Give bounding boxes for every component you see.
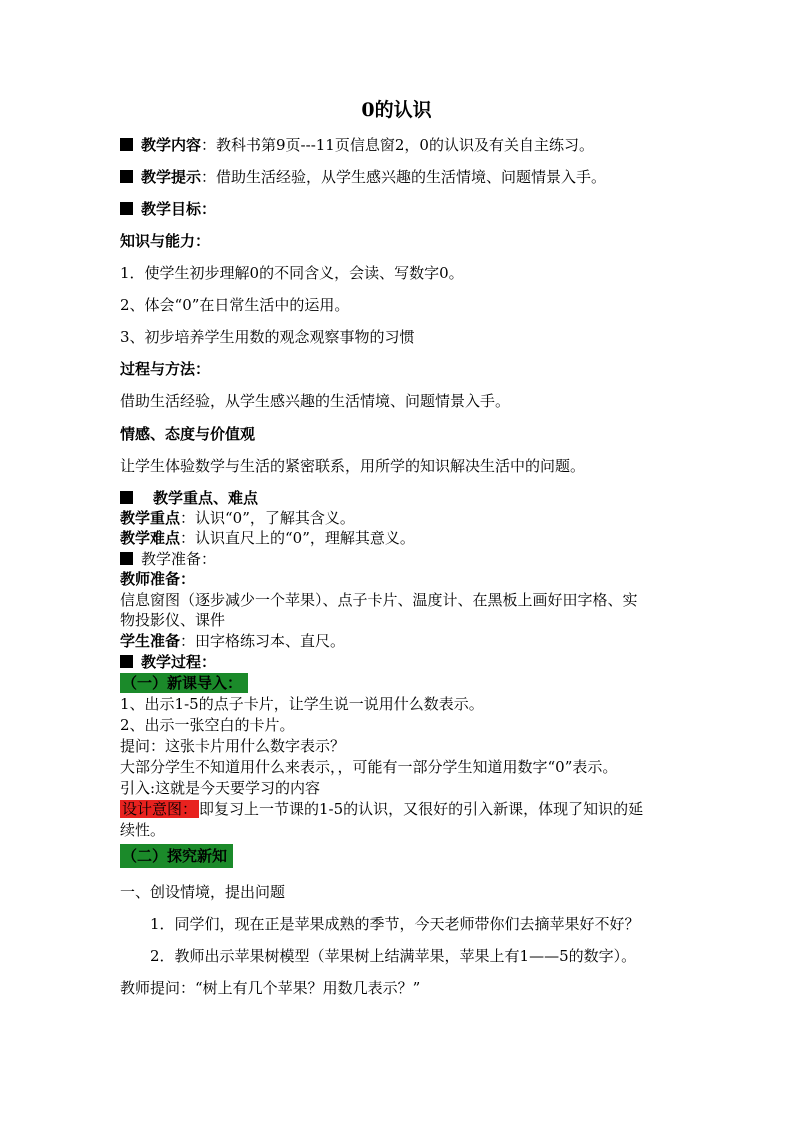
goals-row xyxy=(120,199,216,219)
process-line: 引入:这就是今天要学习的内容 xyxy=(120,779,321,797)
process-line: 2、出示一张空白的卡片。 xyxy=(120,716,295,734)
subsection-heading: 一、创设情境，提出问题 xyxy=(120,883,286,901)
section-intro-row xyxy=(120,673,248,693)
content-text: ：教科书第9页---11页信息窗2，0的认识及有关自主练习。 xyxy=(201,136,594,154)
content-label: 教学内容 xyxy=(141,136,202,154)
square-bullet-icon xyxy=(120,491,133,504)
knowledge-item: 2、体会“0”在日常生活中的运用。 xyxy=(120,296,350,314)
knowledge-item: 1．使学生初步理解0的不同含义，会读、写数字0。 xyxy=(120,264,464,282)
step-item: 2．教师出示苹果树模型（苹果树上结满苹果，苹果上有1——5的数字）。 xyxy=(150,947,637,965)
section-explore-row xyxy=(120,846,233,866)
process-method-text: 借助生活经验，从学生感兴趣的生活情境、问题情景入手。 xyxy=(120,392,511,410)
square-bullet-icon xyxy=(120,138,133,151)
square-bullet-icon xyxy=(120,202,133,215)
section-explore-highlight: （二）探究新知 xyxy=(120,844,233,868)
process-method-heading: 过程与方法： xyxy=(120,360,211,378)
square-bullet-icon xyxy=(120,170,133,183)
design-intent-text: 即复习上一节课的1-5的认识，又很好的引入新课，体现了知识的延 xyxy=(199,800,644,818)
section-intro-highlight: （一）新课导入： xyxy=(120,673,248,693)
teacher-prep-label: 教师准备： xyxy=(120,570,196,588)
hint-row xyxy=(120,167,606,187)
square-bullet-icon xyxy=(120,552,133,565)
hint-text: ：借助生活经验，从学生感兴趣的生活情境、问题情景入手。 xyxy=(201,168,607,186)
square-bullet-icon xyxy=(120,655,133,668)
key-point-row xyxy=(120,508,355,528)
step-item: 1．同学们，现在正是苹果成熟的季节，今天老师带你们去摘苹果好不好？ xyxy=(150,915,640,933)
process-row xyxy=(120,652,216,672)
prep-heading: 教学准备： xyxy=(141,550,217,568)
hard-point-label: 教学难点 xyxy=(120,529,181,547)
hard-point-text: ：认识直尺上的“0”，理解其意义。 xyxy=(180,529,415,547)
hard-point-row xyxy=(120,528,415,548)
design-intent-text-cont: 续性。 xyxy=(120,821,166,839)
process-line: 1、出示1-5的点子卡片，让学生说一说用什么数表示。 xyxy=(120,695,484,713)
key-point-label: 教学重点 xyxy=(120,509,181,527)
student-prep-label: 学生准备 xyxy=(120,632,181,650)
hint-label: 教学提示 xyxy=(141,168,202,186)
teacher-prep-line: 物投影仪、课件 xyxy=(120,611,226,629)
knowledge-heading: 知识与能力： xyxy=(120,232,211,250)
goals-heading: 教学目标： xyxy=(141,200,217,218)
attitude-heading: 情感、态度与价值观 xyxy=(120,425,256,443)
process-line: 提问：这张卡片用什么数字表示？ xyxy=(120,737,346,755)
design-intent-label: 设计意图： xyxy=(122,800,198,818)
process-line: 大部分学生不知道用什么来表示，，可能有一部分学生知道用数字“0”表示。 xyxy=(120,758,618,776)
student-prep-text: ：田字格练习本、直尺。 xyxy=(180,632,346,650)
content-row xyxy=(120,135,594,155)
attitude-text: 让学生体验数学与生活的紧密联系，用所学的知识解决生活中的问题。 xyxy=(120,457,586,475)
page-title: 0的认识 xyxy=(361,99,432,121)
student-prep-row xyxy=(120,631,345,651)
key-point-text: ：认识“0”，了解其含义。 xyxy=(180,509,355,527)
design-intent-row xyxy=(120,799,643,819)
key-points-heading: 教学重点、难点 xyxy=(153,489,259,507)
teacher-question: 教师提问：“树上有几个苹果？用数几表示？” xyxy=(120,979,421,997)
knowledge-item: 3、初步培养学生用数的观念观察事物的习惯 xyxy=(120,328,415,346)
prep-row xyxy=(120,549,216,569)
process-heading: 教学过程： xyxy=(141,653,217,671)
key-points-row xyxy=(120,488,258,508)
teacher-prep-line: 信息窗图（逐步减少一个苹果）、点子卡片、温度计、在黑板上画好田字格、实 xyxy=(120,591,638,609)
